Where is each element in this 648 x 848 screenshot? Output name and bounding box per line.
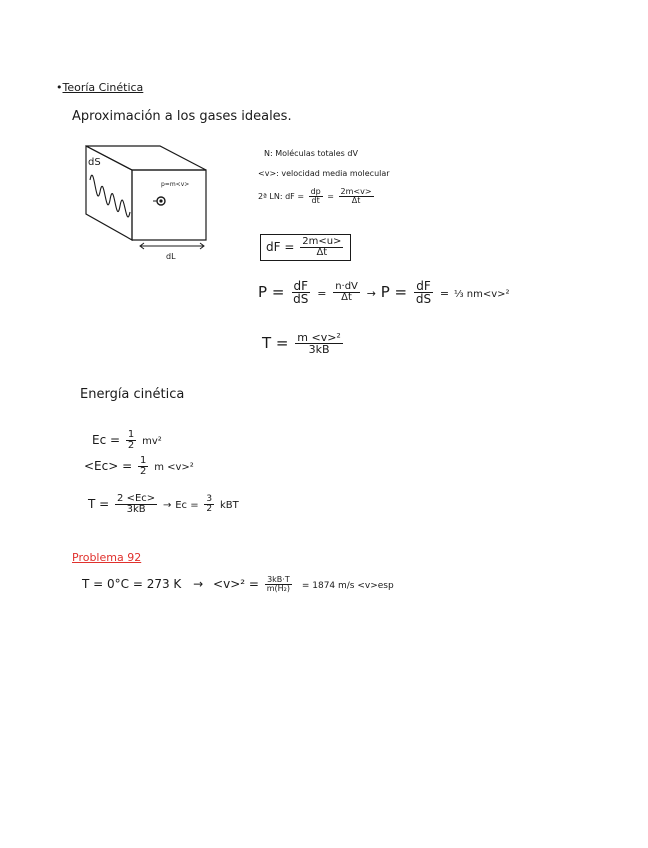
note-molecules: N: Moléculas totales dV [264, 149, 358, 158]
pressure-equation: P = $\frac{dF}{dS}$ = $\frac{n\cdot dV}{\Delta t}$ → P = $\frac{dF}{dS}$ = ⅓ nm<v>² [258, 279, 510, 306]
boxed-force-equation: dF = $\frac{2m<u>}{\Delta t}$ [260, 234, 351, 261]
problem-equation: T = 0°C = 273 K → <v>² = $\frac{3kB\cdot T}{\text{m(H₂)}}$ = 1874 m/s <v>esp [82, 575, 394, 593]
note-velocity: <v>: velocidad media molecular [258, 169, 390, 178]
particle-label: p=m<v> [161, 181, 190, 188]
box-top-face [86, 146, 206, 170]
box-diagram [80, 140, 220, 270]
bottom-label: dL [166, 252, 176, 261]
bullet: • [56, 81, 63, 94]
t-ec-equation: T = $\frac{2 <Ec>}{3kB}$ → Ec = $\frac{3}{2}$ kBT [88, 493, 239, 515]
subtitle: Aproximación a los gases ideales. [72, 109, 292, 124]
page-title: Teoría Cinética [62, 81, 144, 94]
avg-ec-equation: <Ec> = $\frac{1}{2}$ m <v>² [84, 455, 194, 477]
kinetic-heading: Energía cinética [80, 387, 185, 402]
problem-heading: Problema 92 [72, 551, 142, 564]
wave-hatch [90, 175, 130, 217]
note-newton: 2ª LN: dF = $\frac{dp}{dt}$ = $\frac{2m<v>}{\Delta t}$ [258, 187, 372, 205]
temperature-equation: T = $\frac{\text{m <v>²}}{3kB}$ [262, 331, 341, 356]
title-line [56, 78, 143, 94]
side-label: dS [88, 157, 101, 168]
ec-equation: Ec = $\frac{1}{2}$ mv² [92, 429, 162, 451]
